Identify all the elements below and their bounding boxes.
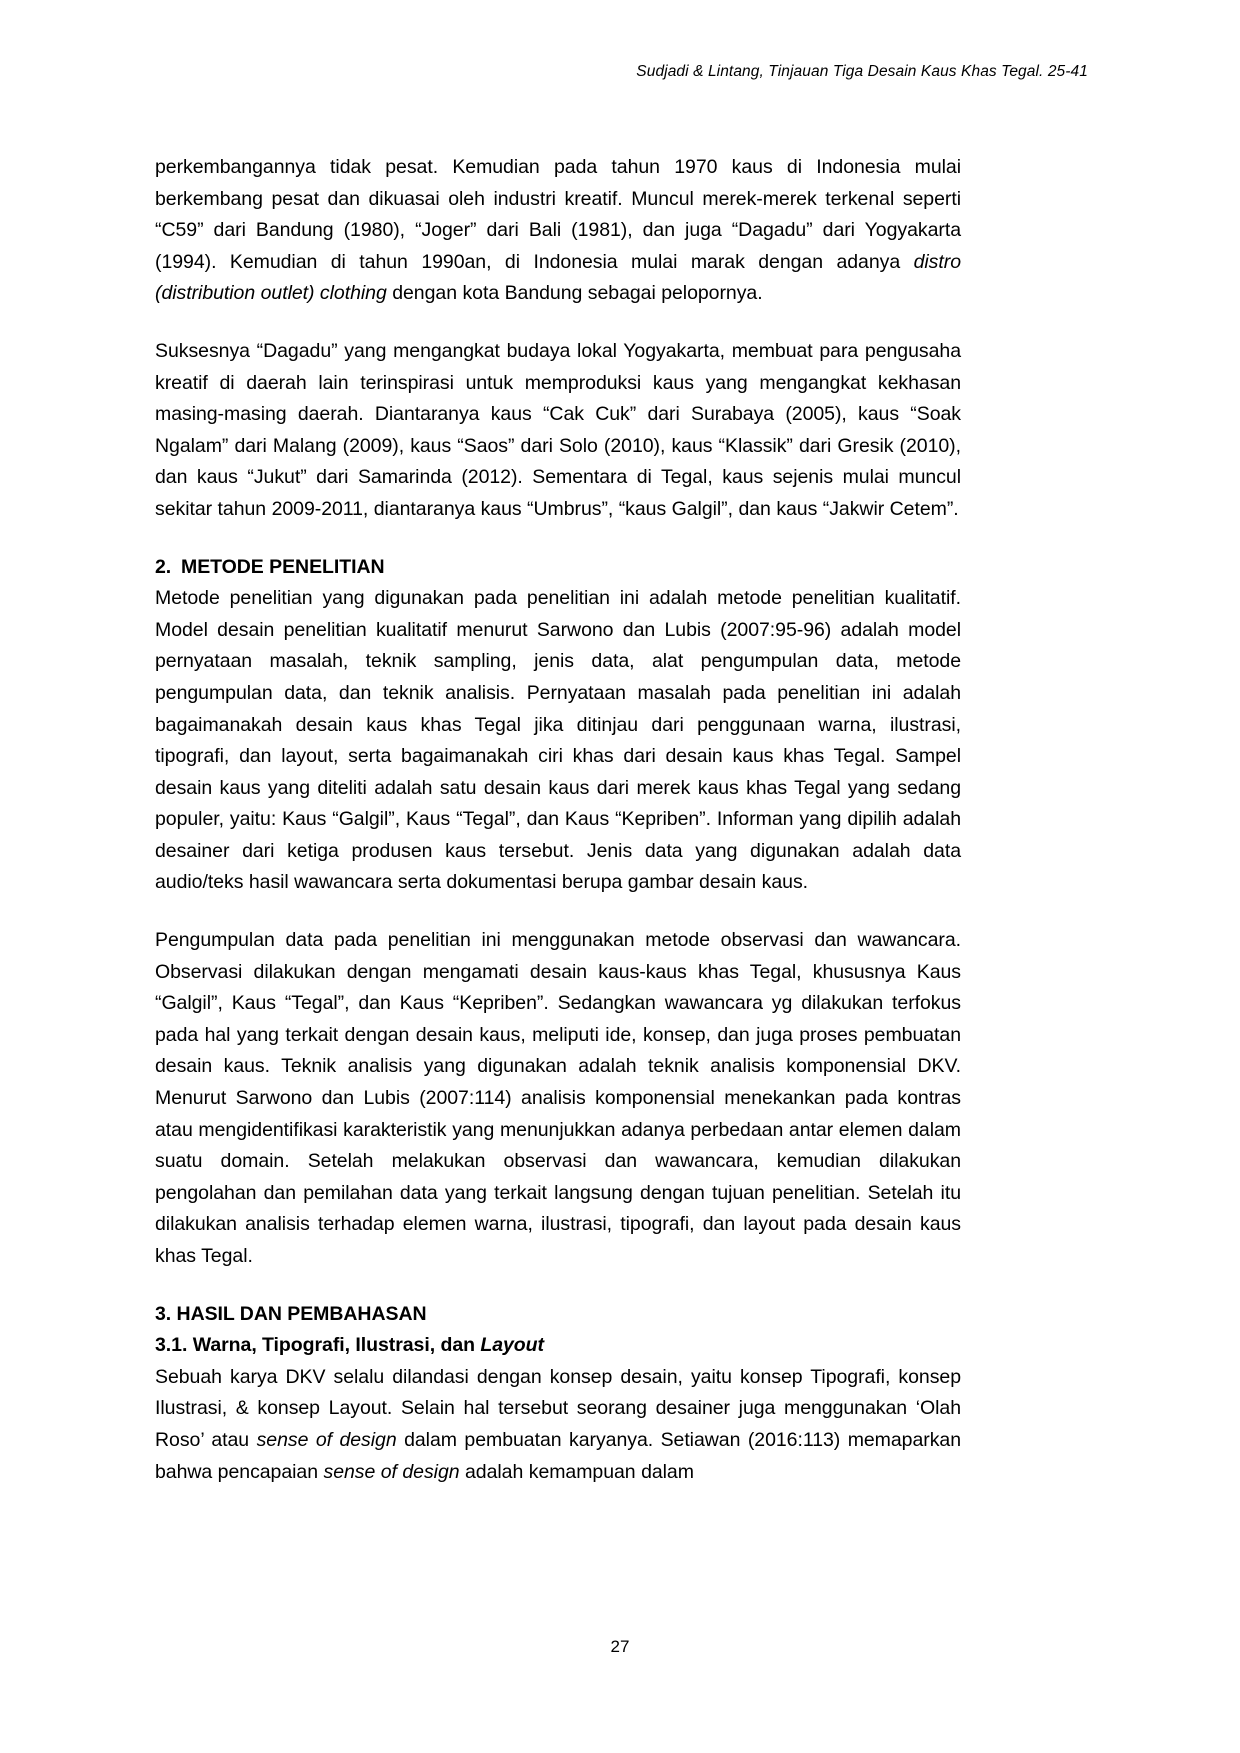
paragraph-1 [155, 152, 961, 310]
paragraph-5-text-part-1: Sebuah karya DKV selalu dilandasi dengan konsep desain, yaitu konsep Tipografi, konsep Ilustrasi, & konsep Layout. Selain hal tersebut seorang desainer juga menggunakan ‘Olah Roso’ atau [155, 1365, 961, 1451]
heading-metode-penelitian [155, 552, 961, 584]
paragraph-1-text-part-2: dengan kota Bandung sebagai pelopornya. [386, 282, 763, 305]
running-head: Sudjadi & Lintang, Tinjauan Tiga Desain Kaus Khas Tegal. 25-41 [636, 63, 1088, 80]
page-number: 27 [610, 1637, 630, 1656]
subheading-warna-tipografi-ilustrasi-layout [155, 1330, 961, 1362]
paragraph-2: Suksesnya “Dagadu” yang mengangkat budaya lokal Yogyakarta, membuat para pengusaha kreatif di daerah lain terinspirasi untuk memproduksi kaus yang mengangkat kekhasan masing-masing daerah. Diantaranya kaus “Cak Cuk” dari Surabaya (2005), kaus “Soak Ngalam” dari Malang (2009), kaus “Saos” dari Solo (2010), kaus “Klassik” dari Gresik (2010), dan kaus “Jukut” dari Samarinda (2012). Sementara di Tegal, kaus sejenis mulai muncul sekitar tahun 2009-2011, diantaranya kaus “Umbrus”, “kaus Galgil”, dan kaus “Jakwir Cetem”. [155, 339, 961, 520]
paragraph-5-text-part-2: dalam pembuatan karyanya. Setiawan (2016:113) memaparkan bahwa pencapaian [155, 1428, 961, 1483]
paragraph-1-italic-distro: distro (distribution outlet) clothing [155, 250, 961, 305]
page-content [155, 152, 961, 1488]
subheading-italic-layout: Layout [480, 1334, 544, 1357]
paragraph-5-text-part-3: adalah kemampuan dalam [459, 1460, 694, 1483]
heading-metode-penelitian-number: 2. [155, 555, 172, 578]
paragraph-5-italic-sense-of-design-1: sense of design [256, 1428, 397, 1451]
paragraph-3: Metode penelitian yang digunakan pada penelitian ini adalah metode penelitian kualitatif. Model desain penelitian kualitatif menurut Sarwono dan Lubis (2007:95-96) adalah model pernyataan masalah, teknik sampling, jenis data, alat pengumpulan data, metode pengumpulan data, dan teknik analisis. Pernyataan masalah pada penelitian ini adalah bagaimanakah desain kaus khas Tegal jika ditinjau dari penggunaan warna, ilustrasi, tipografi, dan layout, serta bagaimanakah ciri khas dari desain kaus khas Tegal. Sampel desain kaus yang diteliti adalah satu desain kaus dari merek kaus khas Tegal yang sedang populer, yaitu: Kaus “Galgil”, Kaus “Tegal”, dan Kaus “Kepriben”. Informan yang dipilih adalah desainer dari ketiga produsen kaus tersebut. Jenis data yang digunakan adalah data audio/teks hasil wawancara serta dokumentasi berupa gambar desain kaus. [155, 587, 961, 894]
paragraph-4: Pengumpulan data pada penelitian ini menggunakan metode observasi dan wawancara. Observasi dilakukan dengan mengamati desain kaus-kaus khas Tegal, khususnya Kaus “Galgil”, Kaus “Tegal”, dan Kaus “Kepriben”. Sedangkan wawancara yg dilakukan terfokus pada hal yang terkait dengan desain kaus, meliputi ide, konsep, dan juga proses pembuatan desain kaus. Teknik analisis yang digunakan adalah teknik analisis komponensial DKV. Menurut Sarwono dan Lubis (2007:114) analisis komponensial menekankan pada kontras atau mengidentifikasi karakteristik yang menunjukkan adanya perbedaan antar elemen dalam suatu domain. Setelah melakukan observasi dan wawancara, kemudian dilakukan pengolahan dan pemilahan data yang terkait langsung dengan tujuan penelitian. Setelah itu dilakukan analisis terhadap elemen warna, ilustrasi, tipografi, dan layout pada desain kaus khas Tegal. [155, 929, 961, 1267]
paragraph-5 [155, 1362, 961, 1488]
heading-hasil-dan-pembahasan: 3. HASIL DAN PEMBAHASAN [155, 1302, 427, 1325]
heading-metode-penelitian-title: METODE PENELITIAN [181, 555, 385, 578]
paragraph-5-italic-sense-of-design-2: sense of design [323, 1460, 460, 1483]
subheading-prefix: 3.1. Warna, Tipografi, Ilustrasi, dan [155, 1334, 481, 1357]
paragraph-1-text-part-1: perkembangannya tidak pesat. Kemudian pada tahun 1970 kaus di Indonesia mulai berkembang pesat dan dikuasai oleh industri kreatif. Muncul merek-merek terkenal seperti “C59” dari Bandung (1980), “Joger” dari Bali (1981), dan juga “Dagadu” dari Yogyakarta (1994). Kemudian di tahun 1990an, di Indonesia mulai marak dengan adanya [155, 156, 961, 273]
